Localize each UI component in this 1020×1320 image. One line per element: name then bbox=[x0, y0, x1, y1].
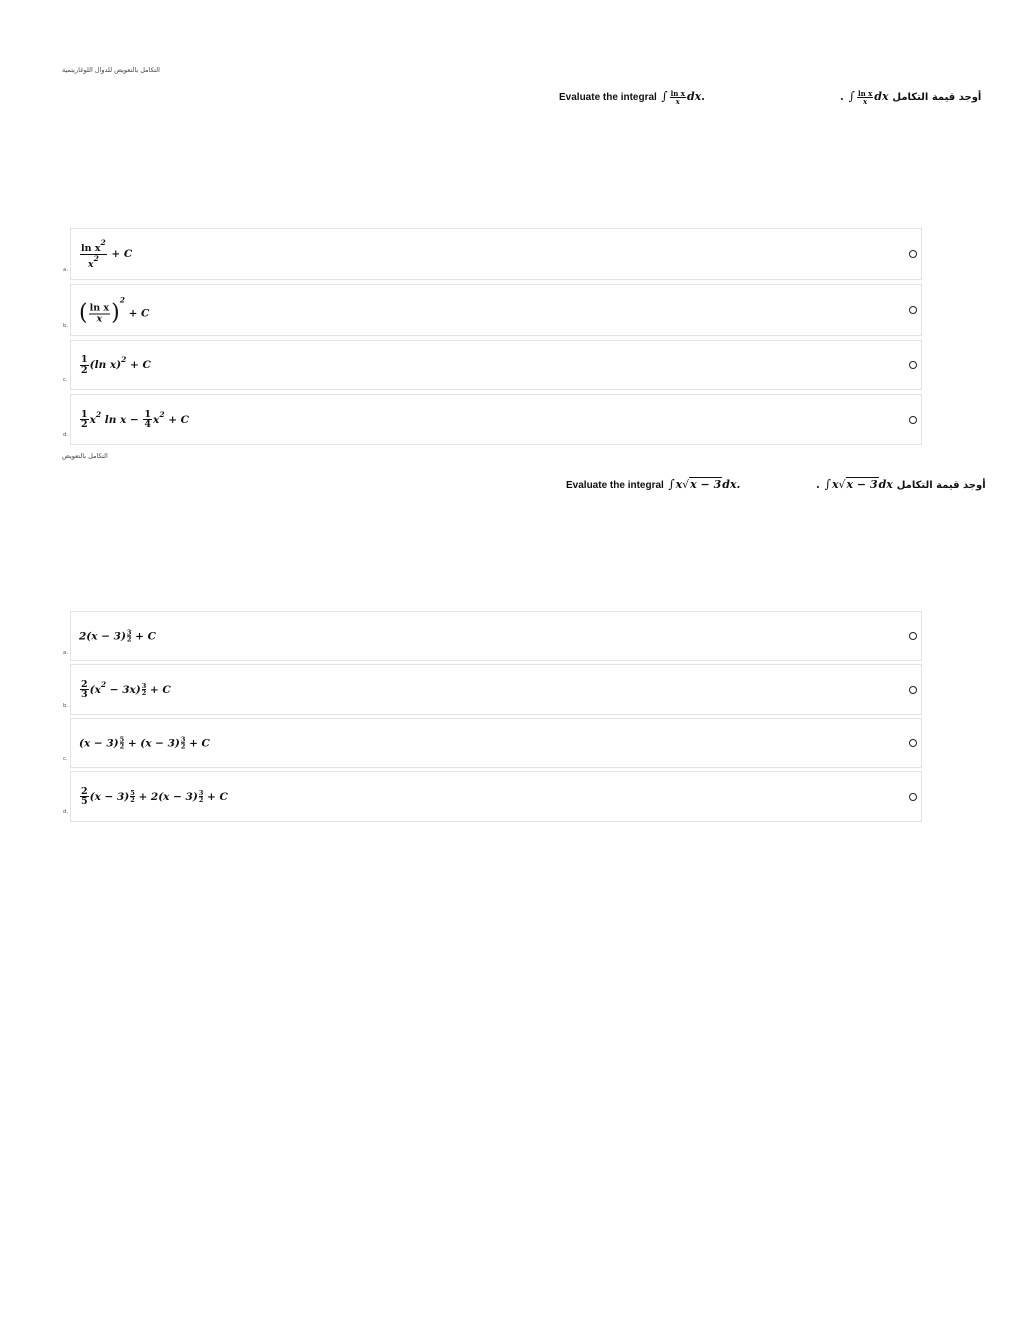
option-expression: 2(x − 3) $\frac{3}{2}$ + C bbox=[79, 628, 156, 644]
option-expression: ( $\frac{\text{ln x}}{x}$ )$^2$ + C bbox=[79, 295, 150, 326]
option-letter: d. bbox=[63, 809, 69, 815]
option-expression: $\frac{1}{2}$ $x^2$ ln x − $\frac{1}{4}$ $x^2 + C$ bbox=[81, 408, 189, 430]
question-1-integral-en: ∫ $\frac{\text{ln x}}{x}$ dx. bbox=[661, 88, 706, 106]
option-letter: d. bbox=[63, 432, 69, 438]
question-2-option-a[interactable] bbox=[70, 611, 922, 661]
prompt-text-en: Evaluate the integral bbox=[559, 92, 657, 103]
prompt-text-ar: أوجد قيمة التكامل bbox=[896, 480, 986, 491]
question-2-topic: التكامل بالتعويض bbox=[62, 452, 108, 460]
radio-button[interactable] bbox=[909, 739, 917, 747]
question-1-prompt-en bbox=[559, 89, 705, 105]
option-letter: b. bbox=[63, 323, 69, 329]
option-expression: $\frac{2}{5}$ (x − 3) $\frac{5}{2}$ + 2(x − 3) $\frac{3}{2}$ + C bbox=[81, 785, 228, 807]
radio-button[interactable] bbox=[909, 250, 917, 258]
radio-button[interactable] bbox=[909, 793, 917, 801]
option-letter: c. bbox=[63, 377, 68, 383]
question-1-option-c[interactable] bbox=[70, 340, 922, 390]
question-1-option-a[interactable] bbox=[70, 228, 922, 280]
question-2-prompt-en bbox=[566, 477, 740, 491]
question-2-integral-en: ∫x√x − 3dx. bbox=[668, 477, 741, 491]
question-1-option-d[interactable] bbox=[70, 394, 922, 445]
radio-button[interactable] bbox=[909, 632, 917, 640]
prompt-text-en: Evaluate the integral bbox=[566, 480, 664, 491]
option-letter: a. bbox=[63, 267, 69, 273]
question-1-integral-ar: . ∫ $\frac{\text{ln x}}{x}$ dx bbox=[840, 88, 889, 106]
option-letter: b. bbox=[63, 703, 69, 709]
question-2-option-b[interactable] bbox=[70, 664, 922, 715]
prompt-text-ar: أوجد قيمة التكامل bbox=[892, 92, 982, 103]
question-2-option-c[interactable] bbox=[70, 718, 922, 768]
question-2-integral-ar: . ∫x√x − 3dx bbox=[816, 477, 893, 491]
question-2-option-d[interactable] bbox=[70, 771, 922, 822]
option-expression: $\frac{1}{2}$ (ln x)$^2$ + C bbox=[81, 354, 151, 376]
radio-button[interactable] bbox=[909, 361, 917, 369]
radio-button[interactable] bbox=[909, 306, 917, 314]
option-expression: (x − 3) $\frac{5}{2}$ + (x − 3) $\frac{3}{2}$ + C bbox=[79, 735, 210, 751]
option-letter: c. bbox=[63, 756, 68, 762]
radio-button[interactable] bbox=[909, 416, 917, 424]
option-expression: $\frac{\ln x^2}{x^2}$ + C bbox=[81, 238, 133, 270]
question-1-topic: التكامل بالتعويض للدوال اللوغاريتمية bbox=[62, 66, 160, 74]
option-expression: $\frac{2}{3}$ $(x^2 - 3x)$ $\frac{3}{2}$ + C bbox=[81, 678, 171, 700]
option-letter: a. bbox=[63, 650, 69, 656]
question-2-prompt-ar bbox=[816, 477, 986, 491]
question-1-option-b[interactable] bbox=[70, 284, 922, 336]
question-1-prompt-ar bbox=[840, 89, 981, 105]
radio-button[interactable] bbox=[909, 686, 917, 694]
